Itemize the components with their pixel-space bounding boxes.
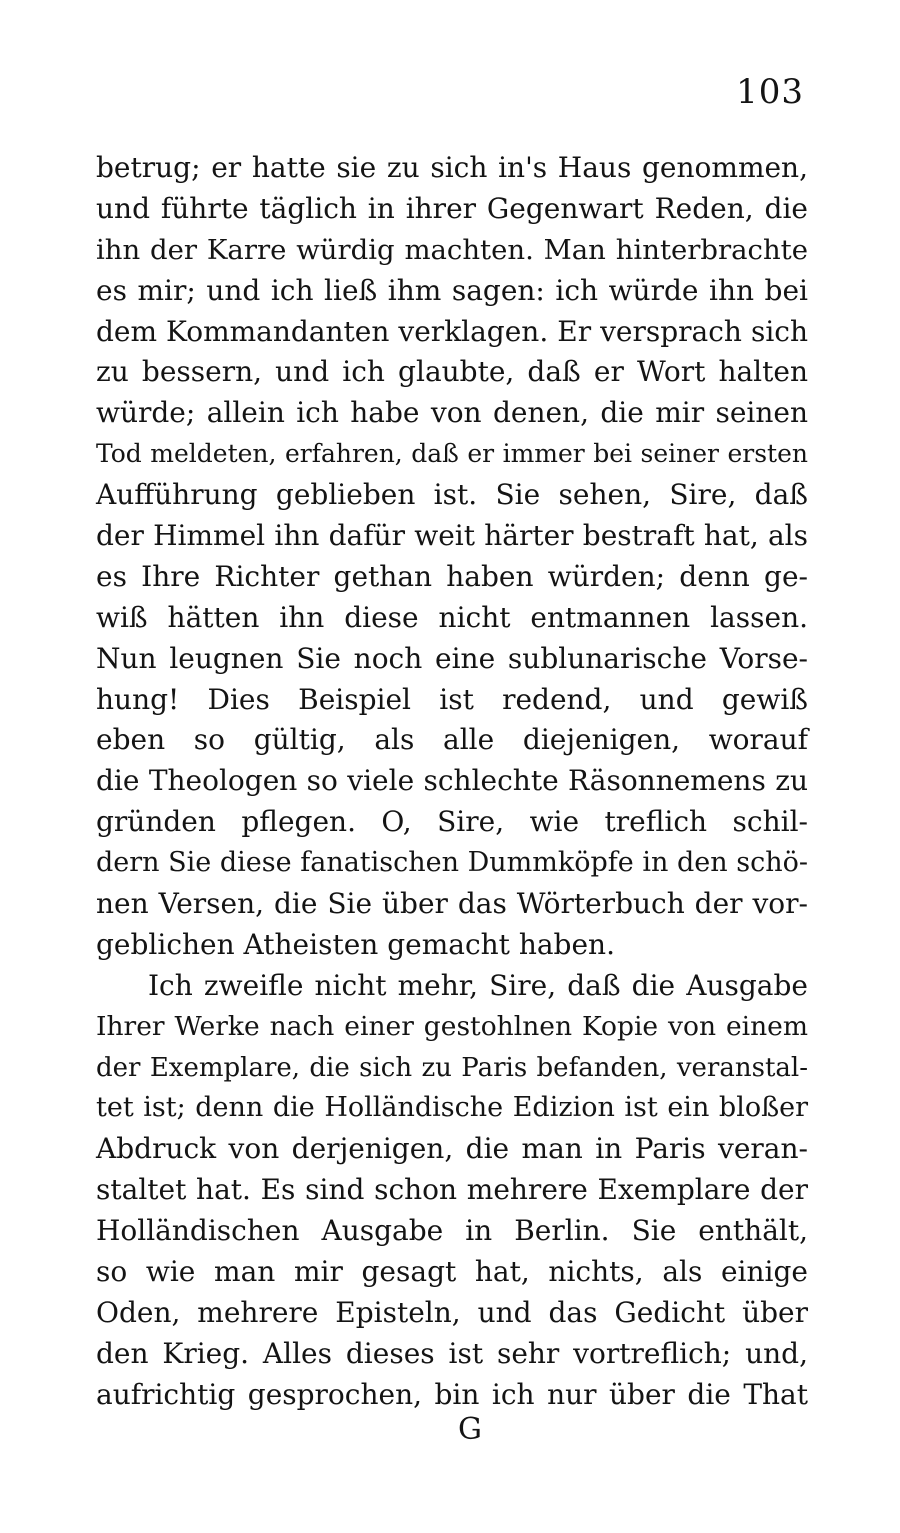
text-line: aufrichtig gesprochen, bin ich nur über die That [96,1377,808,1411]
page-number: 103 [736,72,804,112]
signature-mark: G [458,1412,482,1447]
text-line: dern Sie diese fanatischen Dummköpfe in den schö- [96,847,808,879]
text-line: wiß hätten ihn diese nicht entmannen lassen. [96,600,808,634]
text-line: so wie man mir gesagt hat, nichts, als einige [96,1255,808,1289]
paragraph-start-line: Ich zweifle nicht mehr, Sire, daß die Ausgabe [148,968,808,1002]
text-line: die Theologen so viele schlechte Räsonnemens zu [96,764,808,798]
text-line: hung! Dies Beispiel ist redend, und gewiß [96,682,808,716]
text-line: zu bessern, und ich glaubte, daß er Wort halten [96,355,808,389]
body-text [96,148,808,1416]
text-line: Abdruck von derjenigen, die man in Paris veran- [96,1132,808,1166]
text-line: Aufführung geblieben ist. Sie sehen, Sire, daß [96,478,808,512]
text-line: Ihrer Werke nach einer gestohlnen Kopie von einem [96,1010,808,1042]
paragraph-end-line: geblichen Atheisten gemacht haben. [96,927,615,961]
text-line: ihn der Karre würdig machten. Man hinterbrachte [96,233,808,266]
text-line: und führte täglich in ihrer Gegenwart Reden, die [96,191,808,225]
text-line: gründen pflegen. O, Sire, wie treflich schil- [96,805,808,839]
text-line: nen Versen, die Sie über das Wörterbuch der vor- [96,887,808,921]
text-line: Tod meldeten, erfahren, daß er immer bei seiner ersten [96,439,808,469]
text-line: dem Kommandanten verklagen. Er versprach sich [96,314,808,348]
text-line: staltet hat. Es sind schon mehrere Exemplare der [96,1173,808,1207]
text-line: es mir; und ich ließ ihm sagen: ich würde ihn bei [96,273,808,307]
text-line: der Exemplare, die sich zu Paris befanden, veranstal- [96,1052,808,1083]
text-line: der Himmel ihn dafür weit härter bestraft hat, als [96,519,808,553]
text-line: betrug; er hatte sie zu sich in's Haus genommen, [96,151,808,184]
text-line: würde; allein ich habe von denen, die mir seinen [96,396,808,430]
text-line: es Ihre Richter gethan haben würden; denn ge- [96,559,808,593]
text-line: tet ist; denn die Holländische Edizion ist ein bloßer [96,1092,808,1124]
text-line: Nun leugnen Sie noch eine sublunarische Vorse- [96,641,808,675]
text-line: eben so gültig, als alle diejenigen, worauf [96,723,808,757]
text-line: den Krieg. Alles dieses ist sehr vortreflich; und, [96,1336,808,1370]
text-line: Oden, mehrere Episteln, und das Gedicht über [96,1295,808,1329]
text-line: Holländischen Ausgabe in Berlin. Sie enthält, [96,1214,808,1248]
